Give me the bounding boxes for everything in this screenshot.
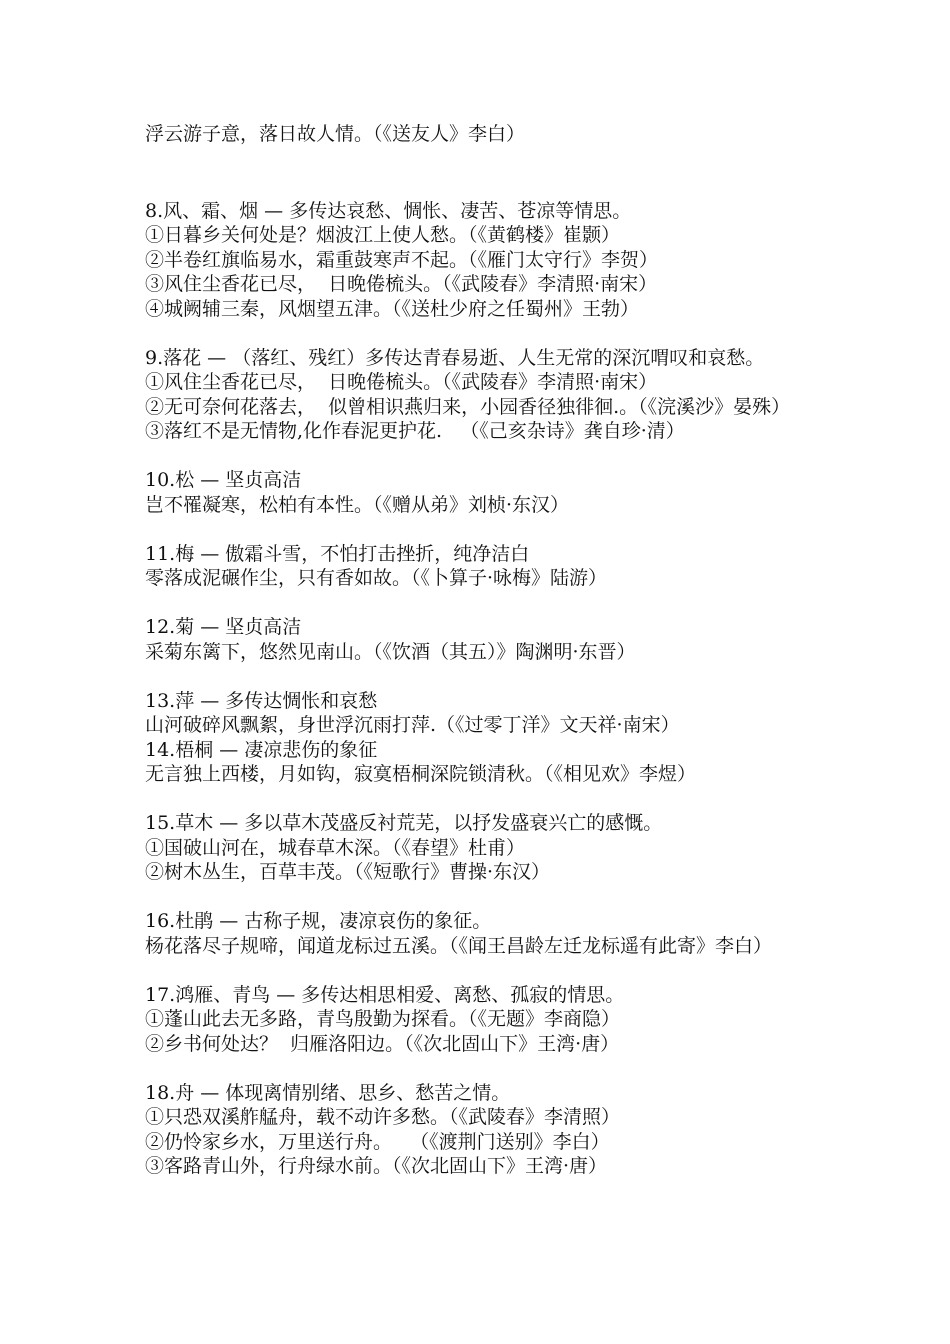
section-spacer	[145, 885, 920, 910]
poem-line: ①只恐双溪舴艋舟，载不动许多愁。（《武陵春》李清照）	[145, 1106, 621, 1128]
poem-line: ②树木丛生，百草丰茂。（《短歌行》曹操·东汉）	[145, 861, 551, 883]
section-17	[145, 983, 920, 1057]
poem-line: ②乡书何处达？ 归雁洛阳边。（《次北固山下》王湾·唐）	[145, 1032, 620, 1055]
section-spacer	[145, 1056, 920, 1081]
poem-line: ①日暮乡关何处是？烟波江上使人愁。（《黄鹤楼》崔颢）	[145, 224, 621, 246]
poem-line: ①风住尘香花已尽， 日晚倦梳头。（《武陵春》李清照·南宋）	[145, 371, 658, 393]
section-spacer	[145, 321, 920, 346]
section-heading: 13.萍 — 多传达惆怅和哀愁	[145, 689, 378, 712]
poem-line: ③落红不是无情物,化作春泥更护花. （《己亥杂诗》龚自珍·清）	[145, 420, 685, 442]
section-spacer	[145, 787, 920, 812]
section-12	[145, 615, 920, 664]
section-heading: 16.杜鹃 — 古称子规，凄凉哀伤的象征。	[145, 910, 492, 932]
poem-line: 山河破碎风飘絮，身世浮沉雨打萍.（《过零丁洋》文天祥·南宋）	[145, 714, 680, 736]
section-spacer	[145, 444, 920, 469]
section-10	[145, 468, 920, 517]
poem-line: ①蓬山此去无多路，青鸟殷勤为探看。（《无题》李商隐）	[145, 1008, 621, 1030]
poem-line: ③风住尘香花已尽， 日晚倦梳头。（《武陵春》李清照·南宋）	[145, 273, 658, 295]
section-heading: 11.梅 — 傲霜斗雪，不怕打击挫折，纯净洁白	[145, 542, 530, 565]
section-heading: 17.鸿雁、青鸟 — 多传达相思相爱、离愁、孤寂的情思。	[145, 983, 625, 1006]
section-15	[145, 811, 920, 885]
section-heading: 14.梧桐 — 凄凉悲伤的象征	[145, 738, 378, 761]
section-heading: 18.舟 — 体现离情别绪、思乡、愁苦之情。	[145, 1081, 511, 1104]
section-8	[145, 199, 920, 322]
poem-line: ②无可奈何花落去， 似曾相识燕归来，小园香径独徘徊.。（《浣溪沙》晏殊）	[145, 395, 791, 418]
section-9	[145, 346, 920, 444]
section-heading: 15.草木 — 多以草木茂盛反衬荒芜，以抒发盛衰兴亡的感慨。	[145, 812, 663, 834]
section-spacer	[145, 517, 920, 542]
section-14	[145, 738, 920, 787]
poem-line: 无言独上西楼，月如钩，寂寞梧桐深院锁清秋。（《相见欢》李煜）	[145, 763, 697, 785]
section-spacer	[145, 591, 920, 616]
section-18	[145, 1081, 920, 1179]
poem-line: 采菊东篱下，悠然见南山。（《饮酒（其五）》陶渊明·东晋）	[145, 640, 636, 663]
poem-line: ①国破山河在，城春草木深。（《春望》杜甫）	[145, 836, 526, 859]
section-heading: 10.松 — 坚贞高洁	[145, 469, 302, 491]
poem-line: ④城阙辅三秦，风烟望五津。（《送杜少府之任蜀州》王勃）	[145, 297, 640, 320]
poem-line: ②仍怜家乡水，万里送行舟。 （《渡荆门送别》李白）	[145, 1130, 610, 1153]
section-13	[145, 689, 920, 738]
poem-line: 杨花落尽子规啼，闻道龙标过五溪。（《闻王昌龄左迁龙标遥有此寄》李白）	[145, 934, 773, 957]
section-heading: 12.菊 — 坚贞高洁	[145, 616, 302, 638]
section-heading: 8.风、霜、烟 — 多传达哀愁、惆怅、凄苦、苍凉等情思。	[145, 199, 632, 222]
poem-line: ②半卷红旗临易水，霜重鼓寒声不起。（《雁门太守行》李贺）	[145, 248, 659, 271]
section-16	[145, 909, 920, 958]
section-heading: 9.落花 — （落红、残红）多传达青春易逝、人生无常的深沉喟叹和哀愁。	[145, 346, 765, 369]
document-body	[145, 122, 920, 1179]
intro-line: 浮云游子意，落日故人情。（《送友人》李白）	[145, 123, 526, 145]
section-spacer	[145, 147, 920, 199]
section-11	[145, 542, 920, 591]
poem-line: 零落成泥碾作尘，只有香如故。（《卜算子·咏梅》陆游）	[145, 567, 608, 589]
section-spacer	[145, 958, 920, 983]
section-spacer	[145, 664, 920, 689]
poem-line: ③客路青山外，行舟绿水前。（《次北固山下》王湾·唐）	[145, 1155, 608, 1177]
poem-line: 岂不罹凝寒，松柏有本性。（《赠从弟》刘桢·东汉）	[145, 493, 570, 516]
